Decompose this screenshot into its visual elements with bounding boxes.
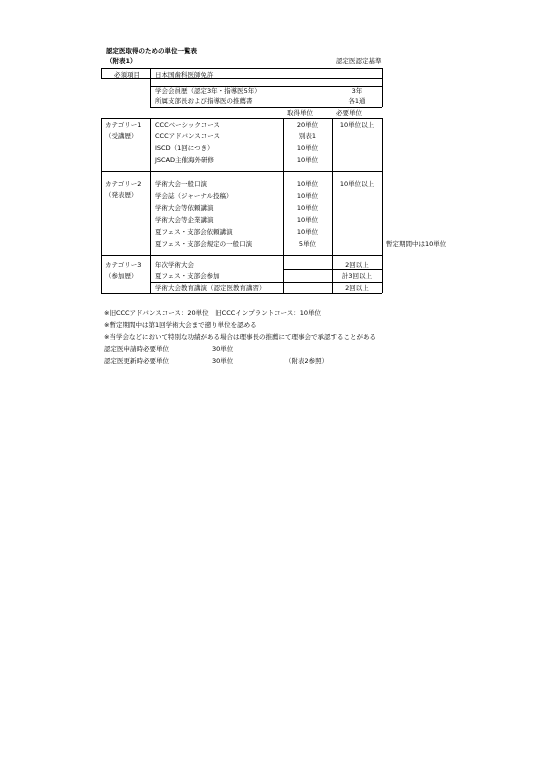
list-item-label: 夏フェス・支部会依頼講演 — [155, 228, 233, 236]
category-sub: （受講歴） — [105, 132, 138, 140]
list-item-unit: 5単位 — [298, 240, 317, 248]
total-label: 認定医更新時必要単位 — [104, 357, 169, 365]
list-item-unit: 別表1 — [298, 132, 317, 140]
list-item-label: CCCベーシックコース — [155, 121, 220, 129]
header-required-item: 必須項目 — [114, 71, 140, 79]
provisional-note: 暫定期間中は10単位 — [386, 240, 447, 248]
list-item-unit: 10単位 — [296, 228, 319, 236]
list-item-label: 年次学術大会 — [155, 261, 194, 269]
header-acquired-unit: 取得単位 — [287, 109, 313, 117]
category-sub: （発表歴） — [105, 191, 138, 199]
header-required-unit: 必要単位 — [336, 109, 362, 117]
category-name: カテゴリー2 — [105, 180, 142, 188]
footnote: ※旧CCCアドバンスコース：20単位 旧CCCインプラントコース：10単位 — [104, 309, 321, 317]
category-sub: （参加歴） — [105, 272, 138, 280]
list-item-label: 学会誌（ジャーナル投稿） — [155, 192, 233, 200]
list-item-label: 学術大会一般口演 — [155, 180, 207, 188]
list-item-label: JSCAD主催海外研修 — [155, 156, 215, 164]
category-required: 10単位以上 — [339, 180, 375, 188]
total-label: 認定医申請時必要単位 — [104, 345, 169, 353]
requirement-value: 各1通 — [348, 97, 366, 105]
category-required: 10単位以上 — [339, 121, 375, 129]
list-item-label: ISCD（1回につき） — [155, 144, 214, 152]
category-name: カテゴリー3 — [105, 261, 142, 269]
list-item-required: 計3回以上 — [341, 272, 373, 280]
list-item-unit: 20単位 — [296, 121, 319, 129]
requirement-item: 日本国歯科医師免許 — [155, 71, 214, 79]
annex-label: （附表1） — [106, 57, 137, 65]
footnote: ※暫定期間中は第1回学術大会まで遡り単位を認める — [104, 321, 257, 329]
requirement-item: 所属支部長および指導医の推薦書 — [155, 97, 253, 105]
requirement-value: 3年 — [351, 87, 363, 95]
category-name: カテゴリー1 — [105, 121, 142, 129]
list-item-required: 2回以上 — [345, 261, 369, 269]
footnote: ※当学会などにおいて特別な功績がある場合は理事長の推薦にて理事会で承認することがある — [104, 333, 376, 341]
list-item-label: 夏フェス・支部会参加 — [155, 272, 220, 280]
list-item-label: CCCアドバンスコース — [155, 132, 220, 140]
list-item-label: 夏フェス・支部会規定の一般口演 — [155, 240, 253, 248]
list-item-unit: 10単位 — [296, 216, 319, 224]
page-title: 認定医取得のための単位一覧表 — [106, 47, 197, 55]
requirement-item: 学会会員歴（認定3年・指導医5年） — [155, 87, 261, 95]
list-item-unit: 10単位 — [296, 156, 319, 164]
total-value: 30単位 — [212, 345, 234, 353]
list-item-unit: 10単位 — [296, 192, 319, 200]
list-item-unit: 10単位 — [296, 204, 319, 212]
list-item-label: 学術大会等企業講演 — [155, 216, 214, 224]
standard-label: 認定医認定基準 — [336, 57, 382, 65]
list-item-unit: 10単位 — [296, 180, 319, 188]
total-value: 30単位 — [212, 357, 234, 365]
list-item-label: 学術大会教育講演（認定医教育講習） — [155, 284, 266, 292]
list-item-required: 2回以上 — [345, 284, 369, 292]
list-item-label: 学術大会等依頼講演 — [155, 204, 214, 212]
total-extra: （附表2参照） — [285, 357, 329, 365]
list-item-unit: 10単位 — [296, 144, 319, 152]
